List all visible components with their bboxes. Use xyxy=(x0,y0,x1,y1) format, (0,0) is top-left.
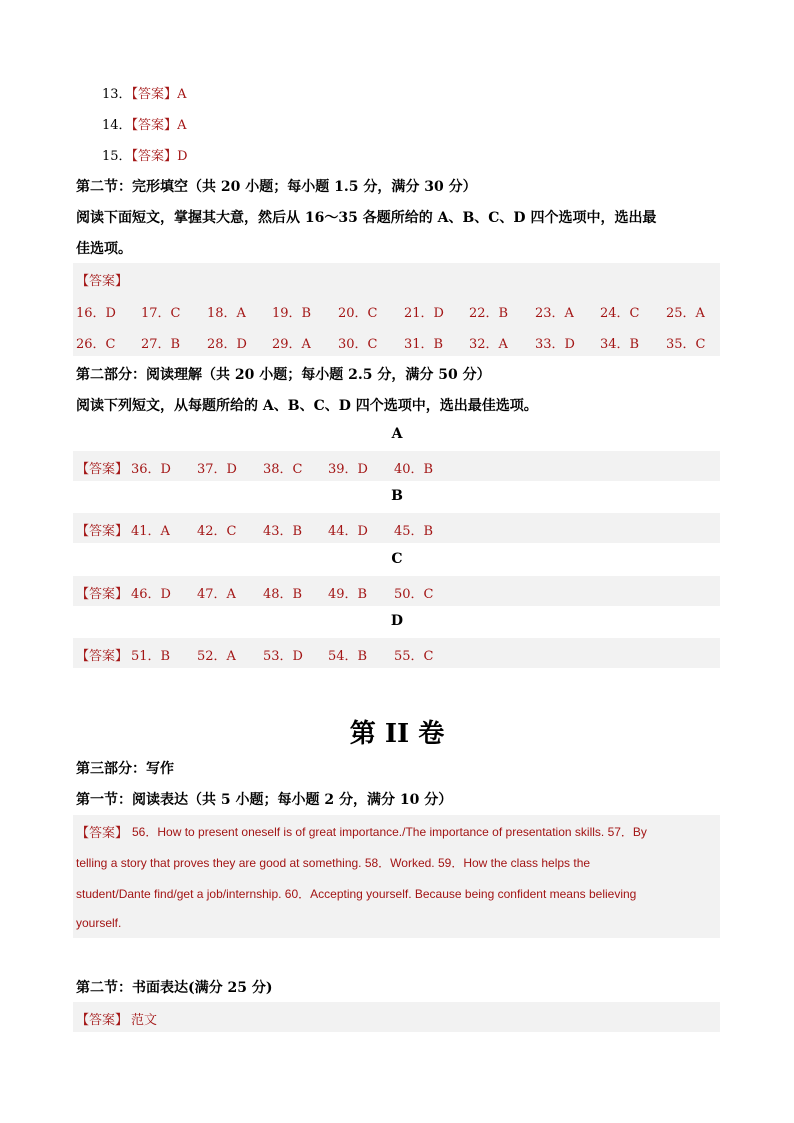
cloze-answer: 21．D xyxy=(404,306,444,321)
reading-answer: 39．D xyxy=(328,462,368,477)
cloze-answer: 34．B xyxy=(600,337,640,352)
reading-answer: 40．B xyxy=(394,462,434,477)
cloze-answer: 31．B xyxy=(404,337,444,352)
volume-2-title: 第 II 卷 xyxy=(349,719,445,749)
cloze-answer: 23．A xyxy=(535,306,574,321)
reading-answer: 41．A xyxy=(131,524,170,539)
reading-instruction: 阅读下列短文，从每题所给的 A、B、C、D 四个选项中，选出最佳选项。 xyxy=(76,398,538,414)
sec1-heading: 第一节：阅读表达（共 5 小题；每小题 2 分，满分 10 分） xyxy=(76,792,453,808)
cloze-answer: 16．D xyxy=(76,306,116,321)
cloze-answer: 29．A xyxy=(272,337,311,352)
answer-tag: 【答案】 xyxy=(131,87,178,102)
answer-number: 15． xyxy=(102,149,132,164)
reading-answer: 54．B xyxy=(328,649,368,664)
cloze-answer: 27．B xyxy=(141,337,181,352)
reading-answer: 50．C xyxy=(394,587,434,602)
answer-item-14 xyxy=(102,114,186,133)
sec1-answer-line-2: telling a story that proves they are good at something. 58．Worked. 59．How the class helps the xyxy=(76,856,591,870)
answer-tag: 【答案】 xyxy=(76,462,129,477)
cloze-answer: 28．D xyxy=(207,337,247,352)
answer-tag: 【答案】 xyxy=(131,118,178,133)
reading-answer: 36．D xyxy=(131,462,171,477)
reading-answer: 44．D xyxy=(328,524,368,539)
cloze-answer: 33．D xyxy=(535,337,575,352)
reading-heading: 第二部分：阅读理解（共 20 小题；每小题 2.5 分，满分 50 分） xyxy=(76,367,491,383)
reading-answer: 49．B xyxy=(328,587,368,602)
answer-item-13 xyxy=(102,83,186,102)
cloze-answer: 35．C xyxy=(666,337,706,352)
part3-heading: 第三部分：写作 xyxy=(76,761,174,777)
answer-number: 13． xyxy=(102,87,132,102)
reading-answer: 48．B xyxy=(263,587,303,602)
sec2-answer-box xyxy=(73,1002,720,1032)
passage-label-c: C xyxy=(391,551,403,567)
cloze-instruction-line1: 阅读下面短文，掌握其大意，然后从 16～35 各题所给的 A、B、C、D 四个选项中，选出最 xyxy=(76,210,657,226)
cloze-answer: 26．C xyxy=(76,337,116,352)
answer-number: 14． xyxy=(102,118,132,133)
cloze-answer: 25．A xyxy=(666,306,705,321)
answer-value: A xyxy=(177,118,187,133)
cloze-heading: 第二节：完形填空（共 20 小题；每小题 1.5 分，满分 30 分） xyxy=(76,179,477,195)
reading-answer: 42．C xyxy=(197,524,237,539)
reading-answer: 52．A xyxy=(197,649,236,664)
answer-tag: 【答案】 xyxy=(76,524,129,539)
passage-label-b: B xyxy=(391,488,403,504)
sec1-answer-tag: 【答案】 xyxy=(76,826,129,841)
cloze-answer: 17．C xyxy=(141,306,181,321)
cloze-instruction-line2: 佳选项。 xyxy=(76,241,132,257)
passage-label-d: D xyxy=(390,613,404,629)
answer-tag: 【答案】 xyxy=(76,1013,129,1028)
cloze-answer: 24．C xyxy=(600,306,640,321)
answer-tag: 【答案】 xyxy=(76,649,129,664)
answer-tag: 【答案】 xyxy=(131,149,178,164)
cloze-answer-tag: 【答案】 xyxy=(76,274,129,289)
cloze-answer: 30．C xyxy=(338,337,378,352)
passage-label-a: A xyxy=(391,426,403,442)
reading-answer: 46．D xyxy=(131,587,171,602)
reading-answer: 38．C xyxy=(263,462,303,477)
sec1-answer-line-1: 56．How to present oneself is of great importance./The importance of presentation skills. 57．By xyxy=(132,825,647,839)
sec2-heading: 第二节：书面表达(满分 25 分) xyxy=(76,980,273,996)
sample-essay-label: 范文 xyxy=(131,1013,158,1028)
reading-answer: 37．D xyxy=(197,462,237,477)
cloze-answer: 22．B xyxy=(469,306,509,321)
cloze-answer: 20．C xyxy=(338,306,378,321)
answer-tag: 【答案】 xyxy=(76,587,129,602)
sec1-answer-line-4: yourself. xyxy=(76,916,122,930)
answer-value: D xyxy=(177,149,188,164)
sec1-answer-line-3: student/Dante find/get a job/internship. 60．Accepting yourself. Because being confident means believing xyxy=(76,887,637,901)
answer-value: A xyxy=(177,87,187,102)
reading-answer: 53．D xyxy=(263,649,303,664)
reading-answer: 47．A xyxy=(197,587,236,602)
cloze-answer: 19．B xyxy=(272,306,312,321)
answer-item-15 xyxy=(102,145,188,164)
reading-answer: 51．B xyxy=(131,649,171,664)
cloze-answer: 32．A xyxy=(469,337,508,352)
reading-answer: 55．C xyxy=(394,649,434,664)
reading-answer: 45．B xyxy=(394,524,434,539)
cloze-answer: 18．A xyxy=(207,306,246,321)
reading-answer: 43．B xyxy=(263,524,303,539)
